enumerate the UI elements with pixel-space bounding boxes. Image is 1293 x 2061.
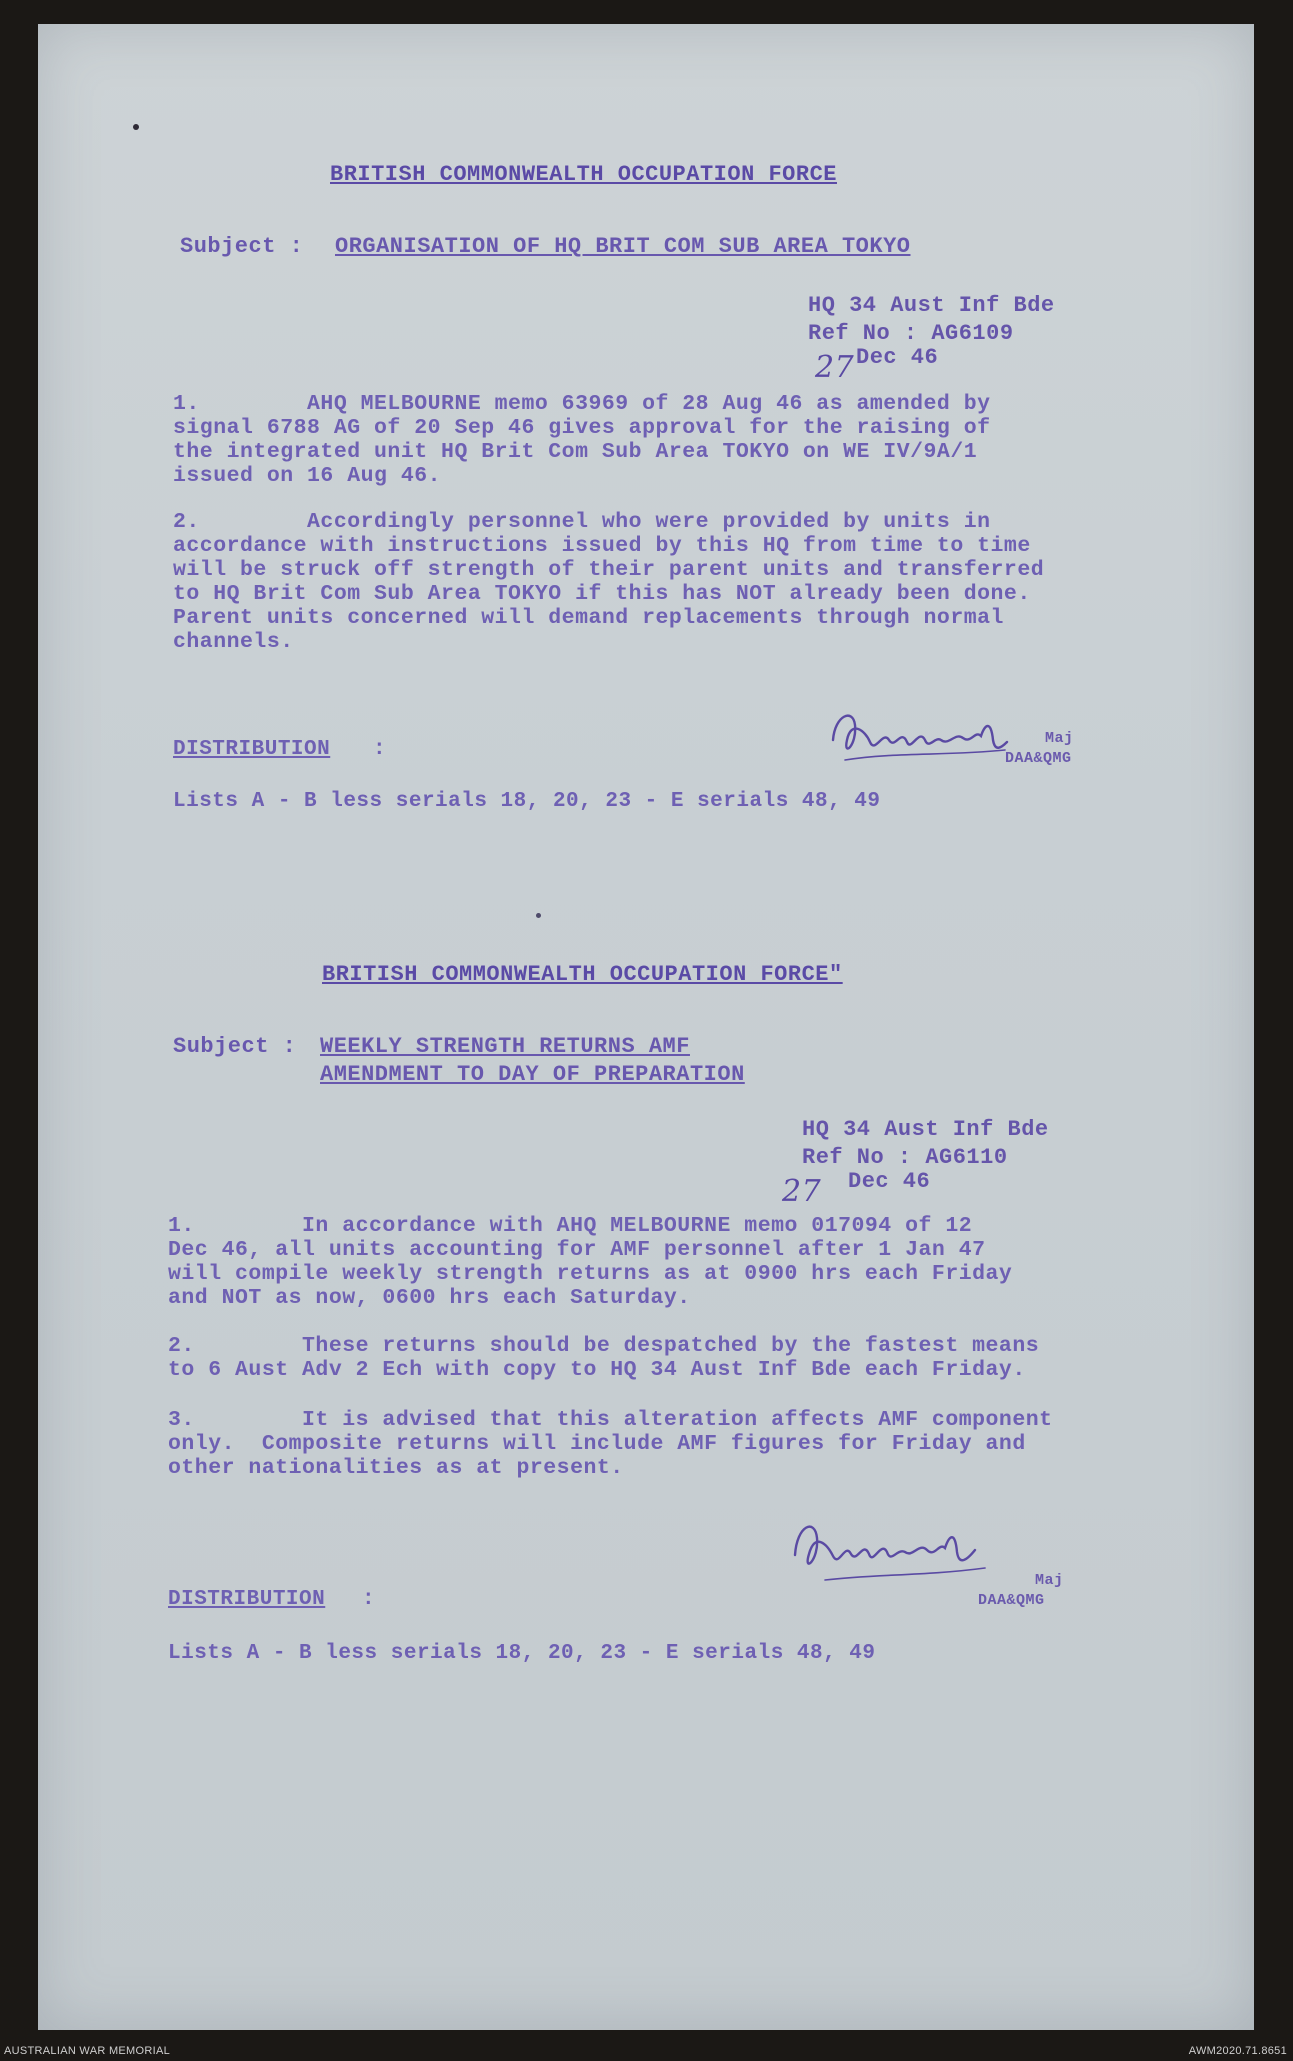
memo2-para1-line-3: will compile weekly strength returns as at 0900 hrs each Friday (168, 1262, 1013, 1286)
memo1-para2-line-5: Parent units concerned will demand replacements through normal (173, 606, 1004, 630)
memo1-subject: ORGANISATION OF HQ BRIT COM SUB AREA TOKYO (335, 234, 911, 259)
memo2-subject-line-1: WEEKLY STRENGTH RETURNS AMF (320, 1034, 690, 1059)
memo1-para1-line-1: 1. AHQ MELBOURNE memo 63969 of 28 Aug 46 as amended by (173, 392, 991, 416)
memo2-rank: Maj (1035, 1572, 1064, 1589)
memo2-para3-line-1: 3. It is advised that this alteration affects AMF component (168, 1408, 1053, 1432)
memo2-ref-line-1: HQ 34 Aust Inf Bde (802, 1117, 1049, 1142)
memo2-subject-label: Subject : (173, 1034, 297, 1059)
memo1-heading: BRITISH COMMONWEALTH OCCUPATION FORCE (330, 162, 837, 187)
memo2-distribution-label: DISTRIBUTION (168, 1588, 326, 1611)
document-page (38, 24, 1254, 2030)
memo2-signature-text (800, 1515, 810, 1516)
memo1-date-handwritten: 27 (815, 350, 855, 385)
memo2-ref-line-2: Ref No : AG6110 (802, 1145, 1008, 1170)
memo2-para1-line-4: and NOT as now, 0600 hrs each Saturday. (168, 1286, 691, 1310)
memo1-distribution-label: DISTRIBUTION (173, 738, 331, 761)
memo1-ref-line-1: HQ 34 Aust Inf Bde (808, 293, 1055, 318)
memo1-para1-line-2: signal 6788 AG of 20 Sep 46 gives approval for the raising of (173, 416, 991, 440)
memo1-para2-line-1: 2. Accordingly personnel who were provided by units in (173, 510, 991, 534)
memo2-distribution-colon: : (362, 1588, 376, 1611)
memo1-subject-label: Subject : (180, 234, 304, 259)
memo1-para2-line-3: will be struck off strength of their parent units and transferred (173, 558, 1045, 582)
memo2-para3-line-3: other nationalities as at present. (168, 1456, 624, 1480)
memo2-appointment: DAA&QMG (978, 1592, 1045, 1609)
page-speck (536, 913, 541, 918)
memo2-signature-mark (785, 1510, 1015, 1590)
memo1-rank: Maj (1045, 730, 1074, 747)
memo2-signature (785, 1510, 1015, 1590)
memo1-para2-line-4: to HQ Brit Com Sub Area TOKYO if this has NOT already been done. (173, 582, 1031, 606)
memo1-date-typed: Dec 46 (856, 345, 939, 370)
footer-accession-number: AWM2020.71.8651 (1188, 2045, 1287, 2057)
memo1-para2-line-2: accordance with instructions issued by this HQ from time to time (173, 534, 1031, 558)
footer-institution: AUSTRALIAN WAR MEMORIAL (4, 2045, 171, 2057)
memo1-signature-text (845, 705, 855, 706)
memo2-distribution-lists: Lists A - B less serials 18, 20, 23 - E serials 48, 49 (168, 1642, 876, 1665)
pin-hole (133, 124, 139, 130)
memo1-appointment: DAA&QMG (1005, 750, 1072, 767)
memo2-para1-line-2: Dec 46, all units accounting for AMF personnel after 1 Jan 47 (168, 1238, 986, 1262)
memo2-subject-line-2: AMENDMENT TO DAY OF PREPARATION (320, 1062, 745, 1087)
memo2-para1-line-1: 1. In accordance with AHQ MELBOURNE memo 017094 of 12 (168, 1214, 973, 1238)
memo2-para2-line-1: 2. These returns should be despatched by the fastest means (168, 1334, 1040, 1358)
memo2-date-handwritten: 27 (782, 1174, 822, 1209)
memo1-para2-line-6: channels. (173, 630, 294, 654)
memo1-para1-line-4: issued on 16 Aug 46. (173, 464, 442, 488)
memo2-para2-line-2: to 6 Aust Adv 2 Ech with copy to HQ 34 Aust Inf Bde each Friday. (168, 1358, 1026, 1382)
memo1-distribution-colon: : (373, 738, 387, 761)
memo2-para3-line-2: only. Composite returns will include AMF figures for Friday and (168, 1432, 1026, 1456)
memo1-distribution-lists: Lists A - B less serials 18, 20, 23 - E serials 48, 49 (173, 790, 881, 813)
memo1-para1-line-3: the integrated unit HQ Brit Com Sub Area TOKYO on WE IV/9A/1 (173, 440, 978, 464)
memo2-date-typed: Dec 46 (848, 1169, 931, 1194)
memo1-ref-line-2: Ref No : AG6109 (808, 321, 1014, 346)
memo2-heading: BRITISH COMMONWEALTH OCCUPATION FORCE" (322, 962, 843, 987)
